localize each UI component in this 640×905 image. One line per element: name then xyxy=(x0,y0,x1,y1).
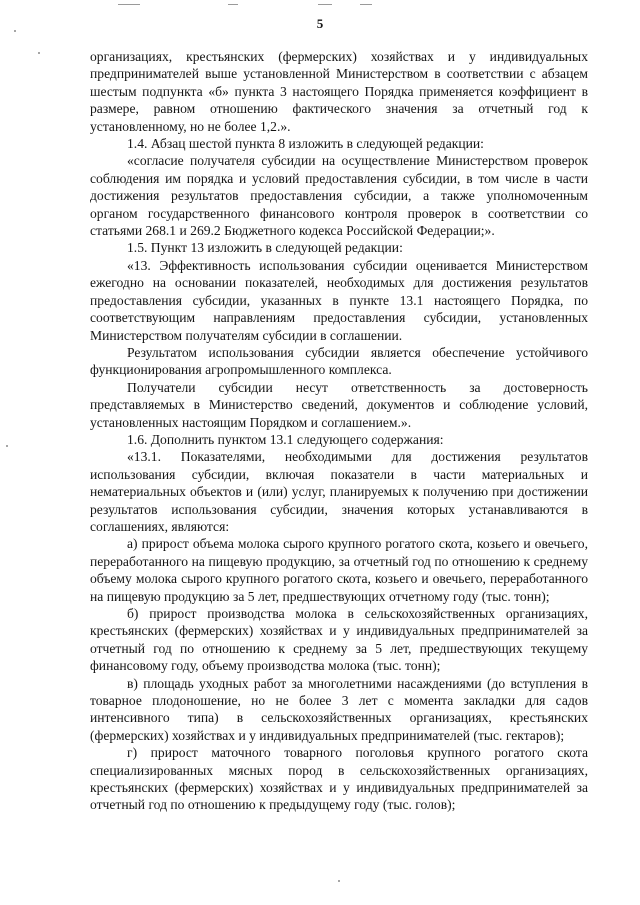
scan-artifact xyxy=(318,4,332,5)
list-item: а) прирост объема молока сырого крупного рогатого скота, козьего и овечьего, переработанного на пищевую продукцию, за отчетный год по отношению к среднему объему молока сырого крупного рогатого скота, козьего и овечьего, переработанного на пищевую продукцию за 5 лет, предшествующих отчетному году (тыс. тонн); xyxy=(90,536,588,604)
scan-artifact xyxy=(338,880,340,882)
scan-artifact xyxy=(6,445,8,447)
scan-artifact xyxy=(228,4,238,5)
paragraph: «согласие получателя субсидии на осуществление Министерством проверок соблюдения им порядка и условий предоставления субсидии, в том числе в части достижения результатов предоставления субсидии, а также уполномоченным органом государственного финансового контроля проверок в соответствии со статьями 268.1 и 269.2 Бюджетного кодекса Российской Федерации;». xyxy=(90,153,588,239)
list-item: г) прирост маточного товарного поголовья крупного рогатого скота специализированных мясных пород в сельскохозяйственных организациях, крестьянских (фермерских) хозяйствах и у индивидуальных предпринимателей за отчетный год по отношению к предыдущему году (тыс. голов); xyxy=(90,745,588,813)
paragraph: Результатом использования субсидии является обеспечение устойчивого функционирования агропромышленного комплекса. xyxy=(90,344,588,378)
paragraph: организациях, крестьянских (фермерских) хозяйствах и у индивидуальных предпринимателей выше установленной Министерством в соответствии с абзацем шестым подпункта «б» пункта 3 настоящего Порядка применяется коэффициент в размере, равном отношению фактического значения за отчетный год к установленному, но не более 1,2.». xyxy=(90,49,588,134)
page-number: 5 xyxy=(316,16,324,31)
document-body xyxy=(90,48,588,814)
list-item: б) прирост производства молока в сельскохозяйственных организациях, крестьянских (фермерских) хозяйствах и у индивидуальных предпринимателей за отчетный год по отношению к среднему за 5 лет, предшествующих текущему финансовому году, объему производства молока (тыс. тонн); xyxy=(90,606,588,674)
paragraph: 1.5. Пункт 13 изложить в следующей редакции: xyxy=(127,240,403,256)
paragraph: «13.1. Показателями, необходимыми для достижения результатов использования субсидии, включая показатели в части материальных и нематериальных объектов и (или) услуг, планируемых к получению при достижении результатов использования субсидии, значения которых устанавливаются в соглашениях, являются: xyxy=(90,449,588,534)
scan-artifact xyxy=(38,52,40,54)
paragraph: Получатели субсидии несут ответственность за достоверность представляемых в Министерство сведений, документов и соблюдение условий, установленных настоящим Порядком и соглашением.». xyxy=(90,379,588,430)
paragraph: 1.4. Абзац шестой пункта 8 изложить в следующей редакции: xyxy=(127,136,484,152)
scan-artifact xyxy=(118,4,140,5)
list-item: в) площадь уходных работ за многолетними насаждениями (до вступления в товарное плодоношение, но не более 3 лет с момента закладки для садов интенсивного типа) в сельскохозяйственных организациях, крестьянских (фермерских) хозяйствах и у индивидуальных предпринимателей (тыс. гектаров); xyxy=(90,675,588,743)
paragraph: 1.6. Дополнить пунктом 13.1 следующего содержания: xyxy=(127,431,444,447)
paragraph: «13. Эффективность использования субсидии оценивается Министерством ежегодно на основании показателей, необходимых для достижения результатов предоставления субсидии, указанных в пункте 13.1 настоящего Порядка, по соответствующим направлениям предоставления субсидии, установленных Министерством получателям субсидии в соглашении. xyxy=(90,257,588,343)
scan-artifact xyxy=(360,4,372,5)
